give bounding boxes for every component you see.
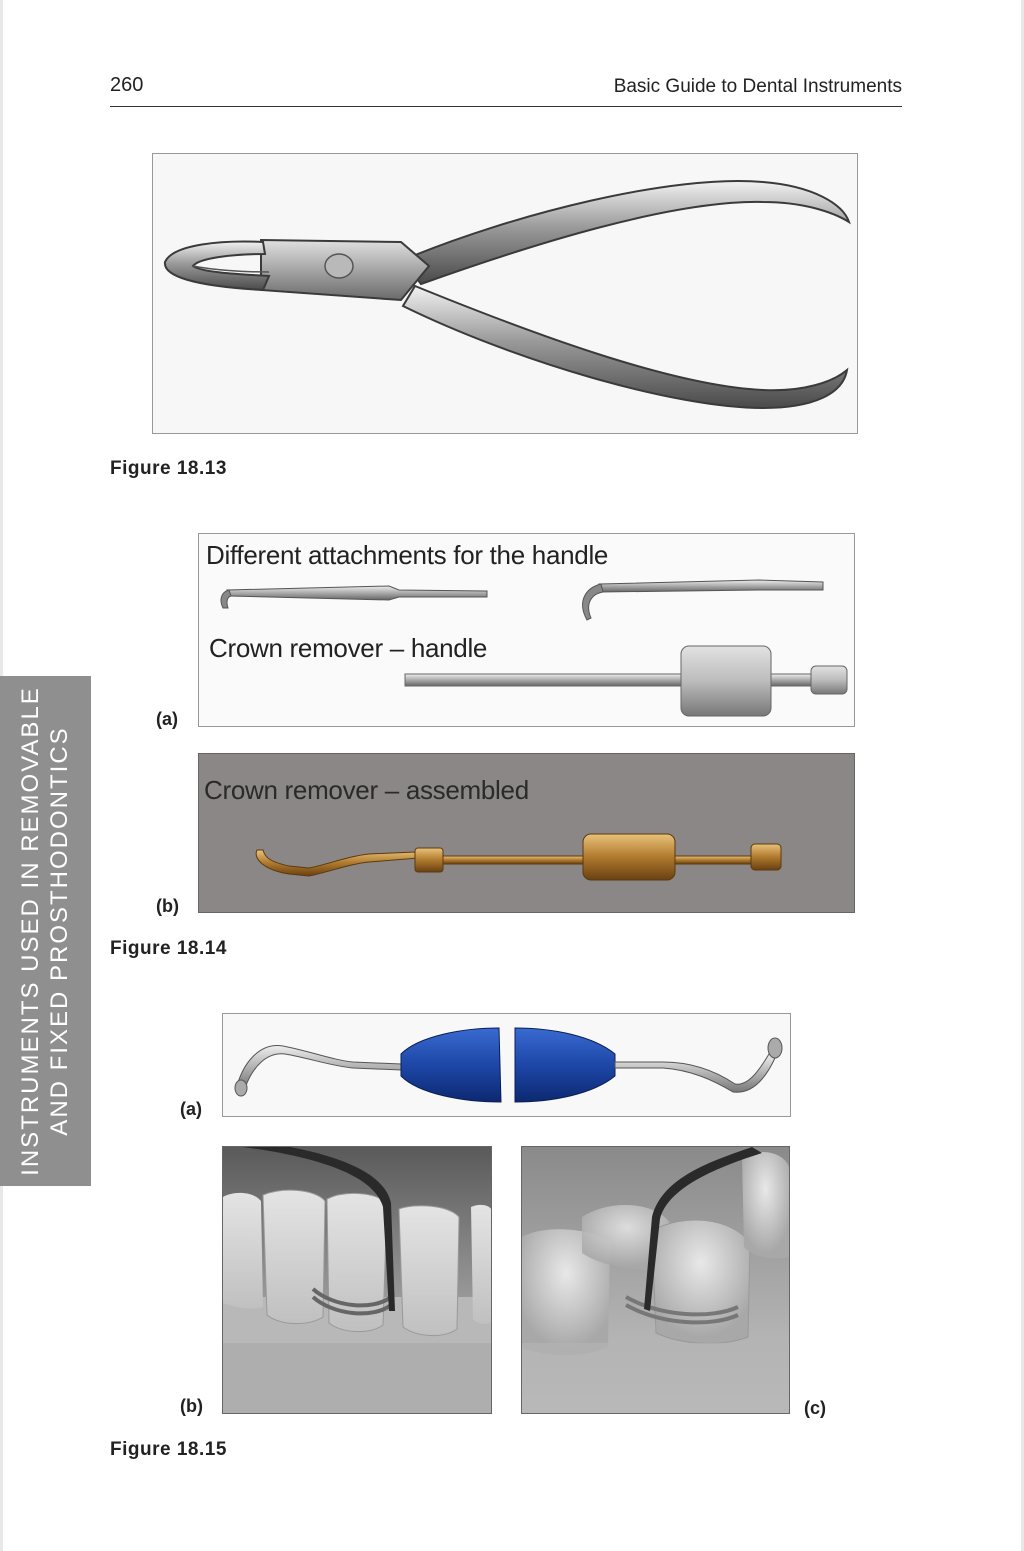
anterior-teeth-photo [223, 1147, 491, 1413]
figure-18-14a-image [198, 533, 855, 727]
figure-18-15-caption: Figure 18.15 [110, 1439, 227, 1460]
running-title: Basic Guide to Dental Instruments [613, 76, 902, 97]
pliers-illustration [153, 154, 857, 433]
figure-18-13-caption: Figure 18.13 [110, 458, 227, 479]
side-tab-text [16, 676, 74, 1186]
figure-18-15b-image [222, 1146, 492, 1414]
figure-18-15a-image [222, 1013, 791, 1117]
side-tab-line-2: AND FIXED PROSTHODONTICS [46, 726, 73, 1136]
figure-18-14-caption: Figure 18.14 [110, 938, 227, 959]
photo-text-handle-label: Crown remover – handle [209, 633, 488, 663]
figure-18-13-image [152, 153, 858, 434]
figure-18-14a-label: (a) [156, 709, 178, 729]
page-number: 260 [110, 74, 144, 96]
crown-remover-parts-illustration [199, 534, 854, 726]
photo-text-attachments-heading: Different attachments for the handle [206, 540, 609, 570]
figure-18-15c-label: (c) [804, 1398, 826, 1418]
assembled-crown-remover-illustration [199, 754, 854, 912]
figure-18-15a-label: (a) [180, 1099, 202, 1119]
figure-18-15c-image [521, 1146, 790, 1414]
figure-18-14b-image [198, 753, 855, 913]
photo-text-assembled-label: Crown remover – assembled [204, 775, 529, 805]
figure-18-14b-label: (b) [156, 896, 179, 916]
side-tab-line-1: INSTRUMENTS USED IN REMOVABLE [17, 686, 44, 1176]
section-side-tab [0, 676, 91, 1186]
figure-18-15b-label: (b) [180, 1396, 203, 1416]
page-header [110, 74, 902, 107]
posterior-teeth-photo [522, 1147, 789, 1413]
double-ended-instrument-illustration [223, 1014, 790, 1116]
